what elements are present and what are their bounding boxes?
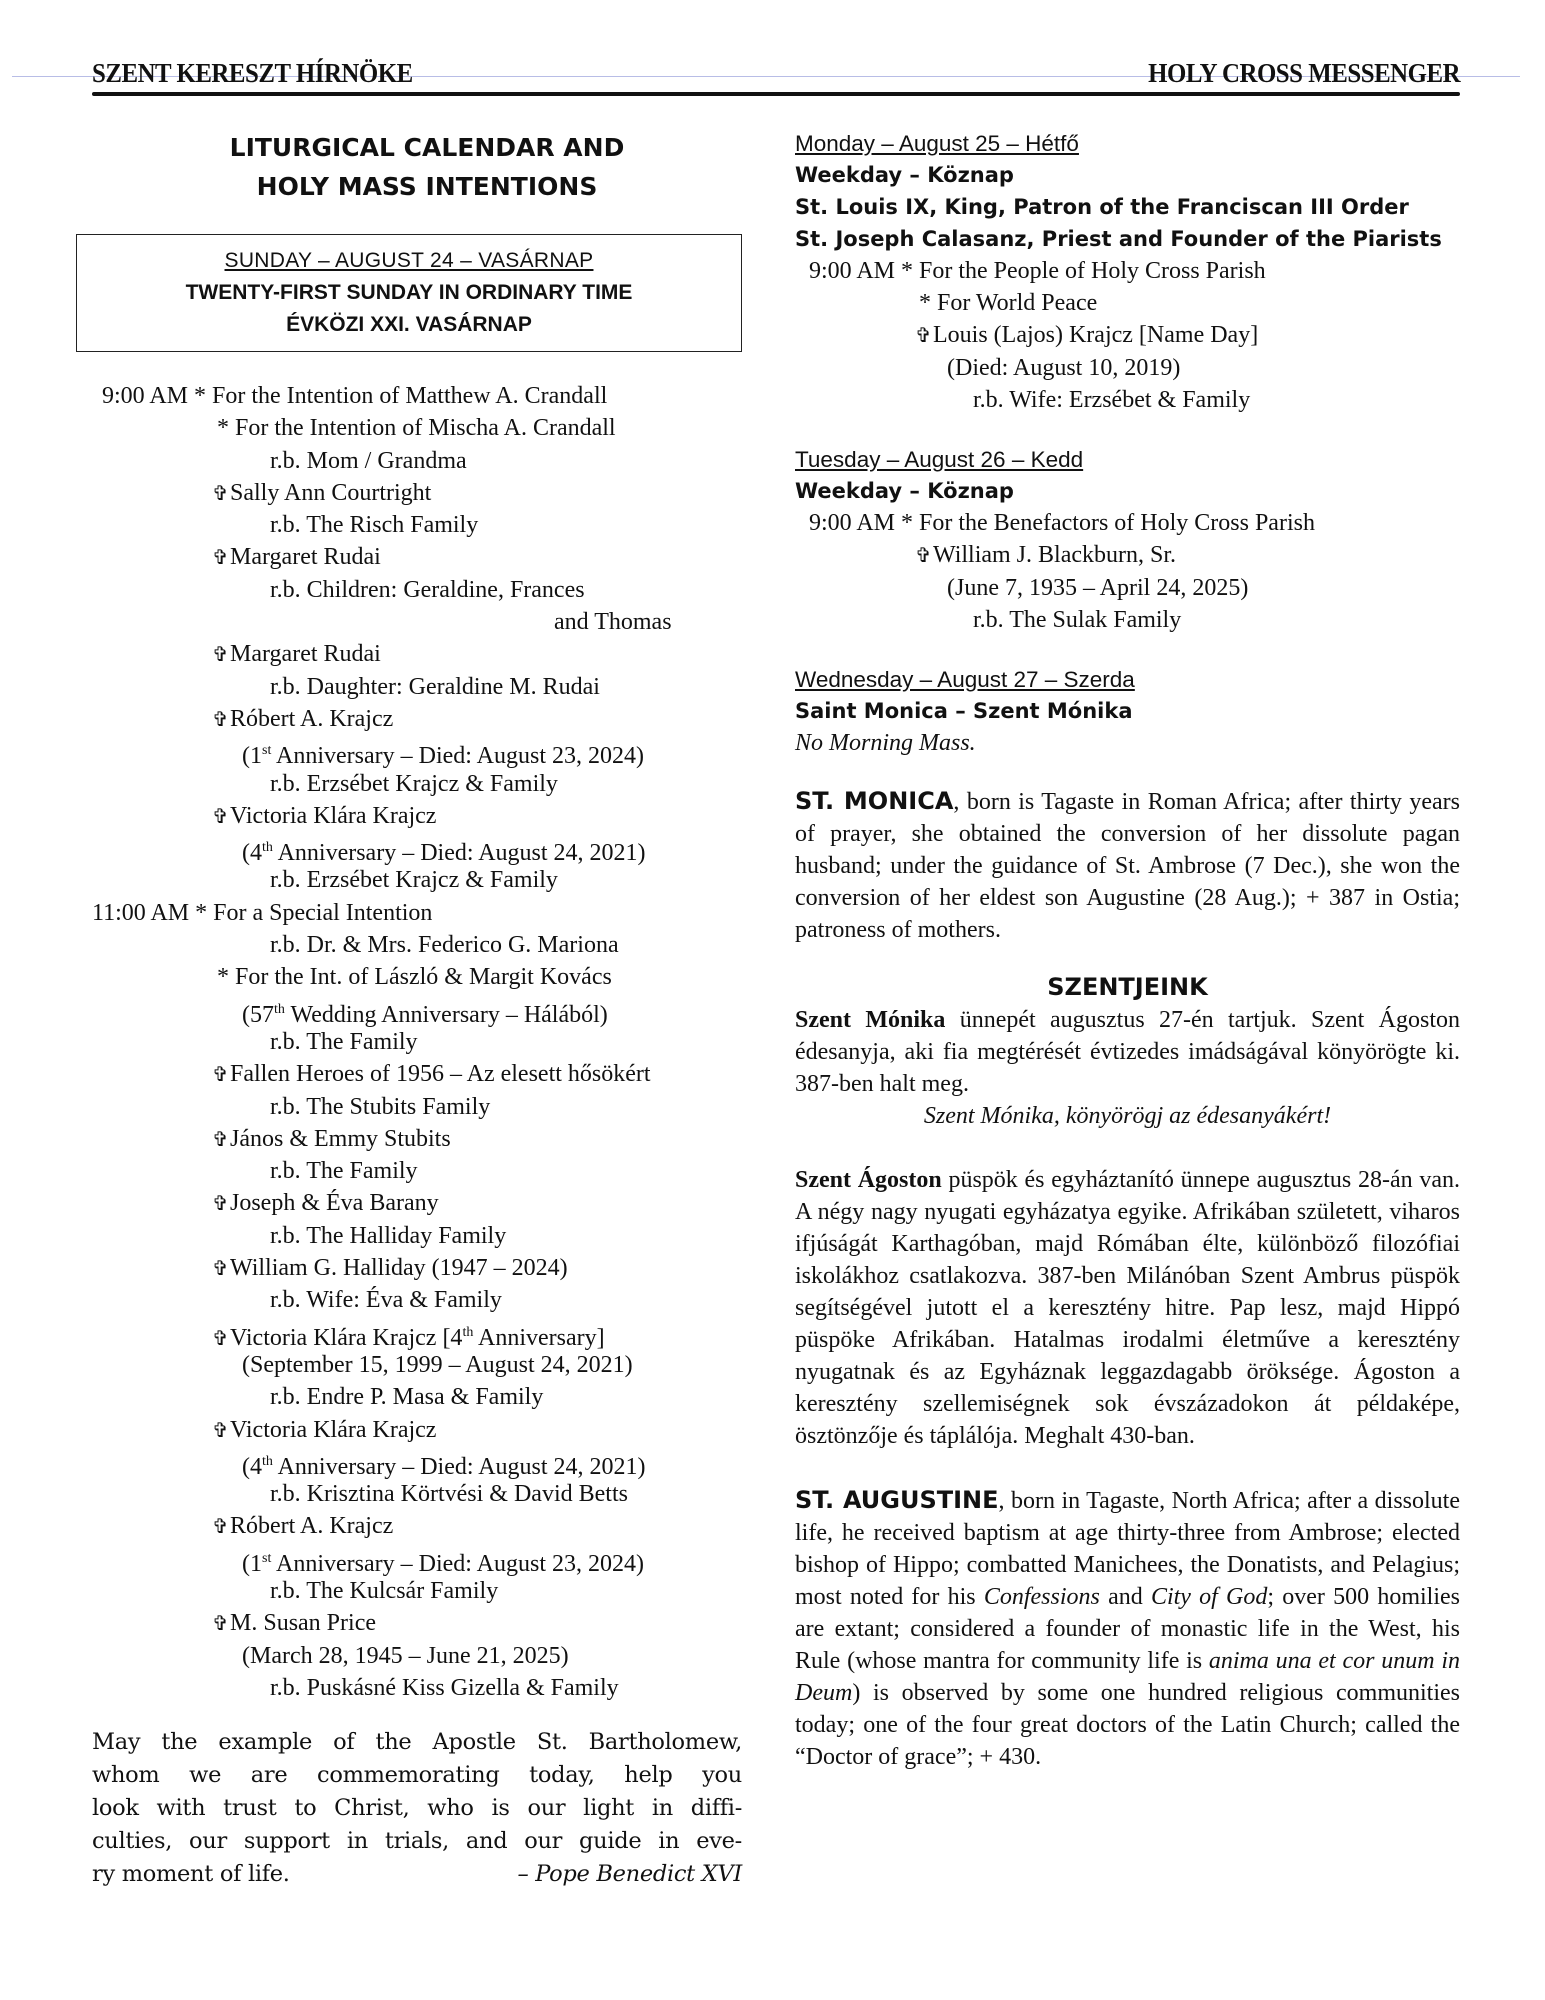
cross-icon: ✞ [212, 1613, 229, 1636]
intention-text: r.b. Dr. & Mrs. Federico G. Mariona [270, 932, 619, 959]
section-title-line2: HOLY MASS INTENTIONS [256, 172, 598, 201]
intention-text: Anniversary – Died: August 23, 2024) [271, 1550, 644, 1577]
mass-intention-line [92, 961, 742, 993]
intention-text: Anniversary – Died: August 24, 2021) [272, 840, 646, 867]
intention-text: Wedding Anniversary – Hálából) [284, 1001, 608, 1028]
anniversary-number: (1 [242, 743, 262, 770]
mass-intention-line [92, 864, 742, 896]
intention-text: r.b. Puskásné Kiss Gizella & Family [270, 1674, 619, 1701]
cross-icon: ✞ [212, 708, 229, 731]
intention-text: * For the Benefactors of Holy Cross Parish [901, 510, 1315, 536]
section-title [112, 128, 742, 206]
ordinal-suffix: th [262, 840, 273, 856]
tuesday-mass-line [795, 539, 1460, 572]
monday-saint-2: St. Joseph Calasanz, Priest and Founder of the Piarists [795, 227, 1442, 251]
cross-icon: ✞ [212, 1064, 229, 1087]
mass-intention-line [92, 1058, 742, 1090]
pope-quote [92, 1726, 742, 1891]
mass-intention-line [92, 1414, 742, 1446]
mass-intention-line [92, 1575, 742, 1607]
tuesday-weekday: Weekday – Köznap [795, 479, 1014, 503]
intention-text: r.b. Erzsébet Krajcz & Family [270, 867, 558, 894]
st-monica-lead: ST. MONICA [795, 787, 954, 815]
intention-text: Anniversary – Died: August 23, 2024) [271, 743, 644, 770]
left-column [92, 128, 742, 1891]
sunday-box [76, 234, 742, 352]
mass-intention-line [92, 1026, 742, 1058]
intention-text: Anniversary – Died: August 24, 2021) [272, 1453, 646, 1480]
intention-text: William J. Blackburn, Sr. [933, 542, 1177, 568]
quote-line-last [92, 1858, 742, 1891]
mass-intention-line [92, 509, 742, 541]
asterisk-icon: * [194, 383, 213, 409]
st-augustine-text: , born in Tagaste, North Africa; after a dissolute life, he received baptism at age thirty-three from Ambrose; elected bishop of Hippo; combatted Manichees, the Donatists, and Pelagius; most noted for his [795, 1488, 1460, 1610]
ordinal-suffix: th [274, 1001, 285, 1017]
mass-intention-line [92, 1446, 742, 1478]
mass-intention-line [92, 1252, 742, 1284]
intention-text: For a Special Intention [213, 899, 433, 926]
szent-monika-lead: Szent Mónika [795, 1007, 946, 1033]
cross-icon: ✞ [212, 1258, 229, 1281]
cross-icon: ✞ [212, 1516, 229, 1539]
mass-intention-line [92, 1510, 742, 1542]
mass-intention-line [92, 929, 742, 961]
szentjeink-heading: SZENTJEINK [1047, 973, 1208, 1001]
szent-monika-paragraph [795, 1004, 1460, 1100]
anniversary-number: (4 [242, 1453, 262, 1480]
szent-monika-prayer: Szent Mónika, könyörögj az édesanyákért! [923, 1103, 1332, 1129]
mass-intention-line [92, 1381, 742, 1413]
mass-intention-line [92, 380, 742, 412]
cross-icon: ✞ [212, 482, 229, 505]
wednesday-note: No Morning Mass. [795, 730, 976, 756]
intention-text: Margaret Rudai [230, 641, 381, 668]
intention-text: Róbert A. Krajcz [230, 1513, 394, 1540]
book-title: City of God [1150, 1584, 1268, 1610]
mass-intention-line [92, 1123, 742, 1155]
mass-intention-line [92, 445, 742, 477]
book-title: Confessions [983, 1584, 1100, 1610]
quote-line: whom we are commemorating today, help you [92, 1762, 742, 1789]
quote-line: May the example of the Apostle St. Bartholomew, [92, 1729, 742, 1756]
cross-icon: ✞ [212, 805, 229, 828]
intention-text: r.b. The Stubits Family [270, 1093, 491, 1120]
tuesday-mass-line: (June 7, 1935 – April 24, 2025) [947, 575, 1249, 601]
intention-text: Anniversary] [473, 1324, 605, 1351]
intention-text: János & Emmy Stubits [230, 1125, 451, 1152]
szent-monika-text: ünnepét augusztus 27-én tartjuk. Szent Ágoston édesanyja, aki fia megtérését évtizedes imádságával könyörögte ki. 387-ben halt meg. [795, 1007, 1460, 1097]
intention-text: Fallen Heroes of 1956 – Az elesett hősökért [230, 1061, 651, 1088]
intention-text: For the Int. of László & Margit Kovács [235, 964, 612, 991]
tuesday-section [795, 444, 1460, 636]
intention-text: r.b. Erzsébet Krajcz & Family [270, 770, 558, 797]
mass-intention-line [92, 412, 742, 444]
ordinal-suffix: st [262, 743, 272, 759]
intention-text: Louis (Lajos) Krajcz [Name Day] [933, 322, 1259, 348]
mass-intention-line [92, 703, 742, 735]
st-augustine-text: and [1099, 1584, 1151, 1610]
mass-intention-line [92, 1543, 742, 1575]
section-title-line1: LITURGICAL CALENDAR AND [229, 133, 625, 162]
monday-mass-line: (Died: August 10, 2019) [947, 355, 1181, 381]
monday-mass-line [795, 319, 1460, 352]
monday-section [795, 128, 1460, 416]
mass-intention-line [92, 1640, 742, 1672]
tuesday-mass-line: r.b. The Sulak Family [973, 607, 1182, 633]
intention-text: For the Intention of Matthew A. Crandall [212, 383, 608, 409]
cross-icon: ✞ [915, 545, 932, 567]
monday-saint-1: St. Louis IX, King, Patron of the Franciscan III Order [795, 195, 1409, 219]
mass-intention-line [92, 638, 742, 670]
intention-text: William G. Halliday (1947 – 2024) [230, 1255, 568, 1282]
mass-intention-line [92, 800, 742, 832]
st-monica-paragraph [795, 785, 1460, 946]
sunday-subtitle-hungarian: ÉVKÖZI XXI. VASÁRNAP [286, 313, 532, 336]
asterisk-icon: * [217, 964, 235, 991]
header-title-hungarian: SZENT KERESZT HÍRNÖKE [92, 58, 413, 88]
wednesday-saint: Saint Monica – Szent Mónika [795, 699, 1133, 723]
intention-text: r.b. Krisztina Körtvési & David Betts [270, 1481, 628, 1508]
mass-intention-line [92, 994, 742, 1026]
cross-icon: ✞ [915, 325, 932, 347]
mass-intention-line [92, 1220, 742, 1252]
st-monica-text: , born is Tagaste in Roman Africa; after thirty years of prayer, she obtained the conversion of her dissolute pagan husband; under the guidance of St. Ambrose (7 Dec.), she won the conversion of her eldest son Augustine (28 Aug.); + 387 in Ostia; patroness of mothers. [795, 789, 1460, 943]
mass-intention-line [92, 671, 742, 703]
intention-text: Margaret Rudai [230, 544, 381, 571]
szent-agoston-paragraph [795, 1164, 1460, 1452]
header-rule [92, 92, 1460, 96]
szent-agoston-lead: Szent Ágoston [795, 1167, 942, 1193]
monday-weekday: Weekday – Köznap [795, 163, 1014, 187]
header-title-english: HOLY CROSS MESSENGER [1148, 58, 1460, 88]
mass-time: 9:00 AM [809, 258, 896, 284]
st-augustine-paragraph [795, 1484, 1460, 1773]
mass-intention-line [92, 1478, 742, 1510]
intention-text: r.b. Endre P. Masa & Family [270, 1384, 544, 1411]
ordinal-suffix: st [262, 1550, 272, 1566]
mass-intention-line [92, 1607, 742, 1639]
intention-text: M. Susan Price [230, 1610, 376, 1637]
quote-line: look with trust to Christ, who is our light in diffi- [92, 1795, 742, 1822]
intention-text: r.b. Daughter: Geraldine M. Rudai [270, 673, 600, 700]
mass-intention-line [92, 1349, 742, 1381]
cross-icon: ✞ [212, 1419, 229, 1442]
intention-text: r.b. Mom / Grandma [270, 447, 467, 474]
intention-text: r.b. Wife: Éva & Family [270, 1287, 502, 1314]
ordinal-suffix: th [262, 1453, 273, 1469]
mass-intention-line [92, 1317, 742, 1349]
st-augustine-lead: ST. AUGUSTINE [795, 1486, 999, 1514]
ordinal-suffix: th [462, 1324, 474, 1340]
monday-mass-line: * For World Peace [919, 290, 1098, 316]
quote-attribution: – Pope Benedict XVI [517, 1861, 742, 1888]
intention-text: (September 15, 1999 – August 24, 2021) [242, 1351, 633, 1378]
asterisk-icon: * [217, 415, 235, 442]
mass-time: 9:00 AM [102, 383, 189, 409]
intention-text: Victoria Klára Krajcz [4 [230, 1324, 463, 1351]
intention-text: r.b. The Family [270, 1158, 418, 1185]
mass-time: 9:00 AM [809, 510, 896, 536]
cross-icon: ✞ [212, 1128, 229, 1151]
szent-agoston-text: püspök és egyháztanító ünnepe augusztus 28-án van. A négy nagy nyugati egyházatya egyike. Afrikában született, viharos ifjúságát Karthagóban, majd Rómában élte, különböző filozófiai iskolákhoz csatlakozva. 387-ben Milánóban Szent Ambrus püspök segítségével jutott el a keresztény hitre. Pap lesz, majd Hippó püspöke Afrikában. Hatalmas irodalmi életműve a keresztény nyugatnak és az Egyháznak leggazdagabb öröksége. Ágoston a keresztény szellemiségnek sok évszázadokon át példaképe, ösztönzője és táplálója. Meghalt 430-ban. [795, 1167, 1460, 1449]
mass-intention-line [92, 768, 742, 800]
cross-icon: ✞ [212, 644, 229, 667]
intention-text: r.b. The Halliday Family [270, 1222, 507, 1249]
tuesday-heading: Tuesday – August 26 – Kedd [795, 447, 1084, 472]
monday-heading: Monday – August 25 – Hétfő [795, 131, 1079, 156]
intention-text: * For the People of Holy Cross Parish [901, 258, 1266, 284]
mass-intention-line [92, 1672, 742, 1704]
mass-intention-line [92, 541, 742, 573]
wednesday-heading: Wednesday – August 27 – Szerda [795, 667, 1135, 692]
mass-intention-line [92, 735, 742, 770]
quote-line: culties, our support in trials, and our guide in eve- [92, 1828, 742, 1855]
mass-intention-line [92, 606, 742, 638]
mass-time: 11:00 AM [92, 899, 190, 926]
asterisk-icon: * [195, 899, 214, 926]
mass-intention-line [92, 832, 742, 867]
intention-text: and Thomas [554, 609, 672, 636]
quote-line: ry moment of life. [92, 1861, 290, 1888]
intention-text: Victoria Klára Krajcz [230, 1416, 437, 1443]
anniversary-number: (1 [242, 1550, 262, 1577]
mass-intention-line [92, 897, 742, 929]
cross-icon: ✞ [212, 1193, 229, 1216]
mass-intention-line [92, 1187, 742, 1219]
right-column [795, 128, 1460, 1773]
sunday-subtitle: TWENTY-FIRST SUNDAY IN ORDINARY TIME [185, 281, 633, 304]
cross-icon: ✞ [212, 1327, 229, 1350]
intention-text: Sally Ann Courtright [230, 479, 432, 506]
cross-icon: ✞ [212, 547, 229, 570]
mass-intention-line [92, 1155, 742, 1187]
anniversary-number: (57 [242, 1001, 274, 1028]
intention-text: Joseph & Éva Barany [230, 1190, 439, 1217]
anniversary-number: (4 [242, 840, 262, 867]
st-augustine-text: ) is observed by some one hundred religious communities today; one of the four great doctors of the Latin Church; called the “Doctor of grace”; + 430. [795, 1680, 1460, 1770]
intention-text: r.b. The Family [270, 1028, 418, 1055]
intention-text: r.b. The Risch Family [270, 512, 479, 539]
mass-intention-line [92, 574, 742, 606]
intention-text: For the Intention of Mischa A. Crandall [235, 415, 616, 442]
intention-text: (March 28, 1945 – June 21, 2025) [242, 1642, 569, 1669]
intention-text: r.b. The Kulcsár Family [270, 1577, 499, 1604]
sunday-mass-intentions [92, 380, 742, 1704]
monday-mass-line [795, 255, 1460, 287]
st-augustine-text: ; over 500 homilies are extant; considered a founder of monastic life in the West, his Rule (whose mantra for community life is [795, 1584, 1461, 1674]
mass-intention-line [92, 1284, 742, 1316]
page-header [92, 58, 1460, 98]
mass-intention-line [92, 477, 742, 509]
sunday-heading: SUNDAY – AUGUST 24 – VASÁRNAP [224, 249, 594, 272]
intention-text: Róbert A. Krajcz [230, 705, 394, 732]
monday-mass-line: r.b. Wife: Erzsébet & Family [973, 387, 1251, 413]
intention-text: Victoria Klára Krajcz [230, 802, 437, 829]
mass-intention-line [92, 1091, 742, 1123]
intention-text: r.b. Children: Geraldine, Frances [270, 576, 585, 603]
latin-motto: anima una et cor unum in Deum [795, 1648, 1460, 1706]
wednesday-section [795, 664, 1460, 759]
tuesday-mass-line [795, 507, 1460, 539]
